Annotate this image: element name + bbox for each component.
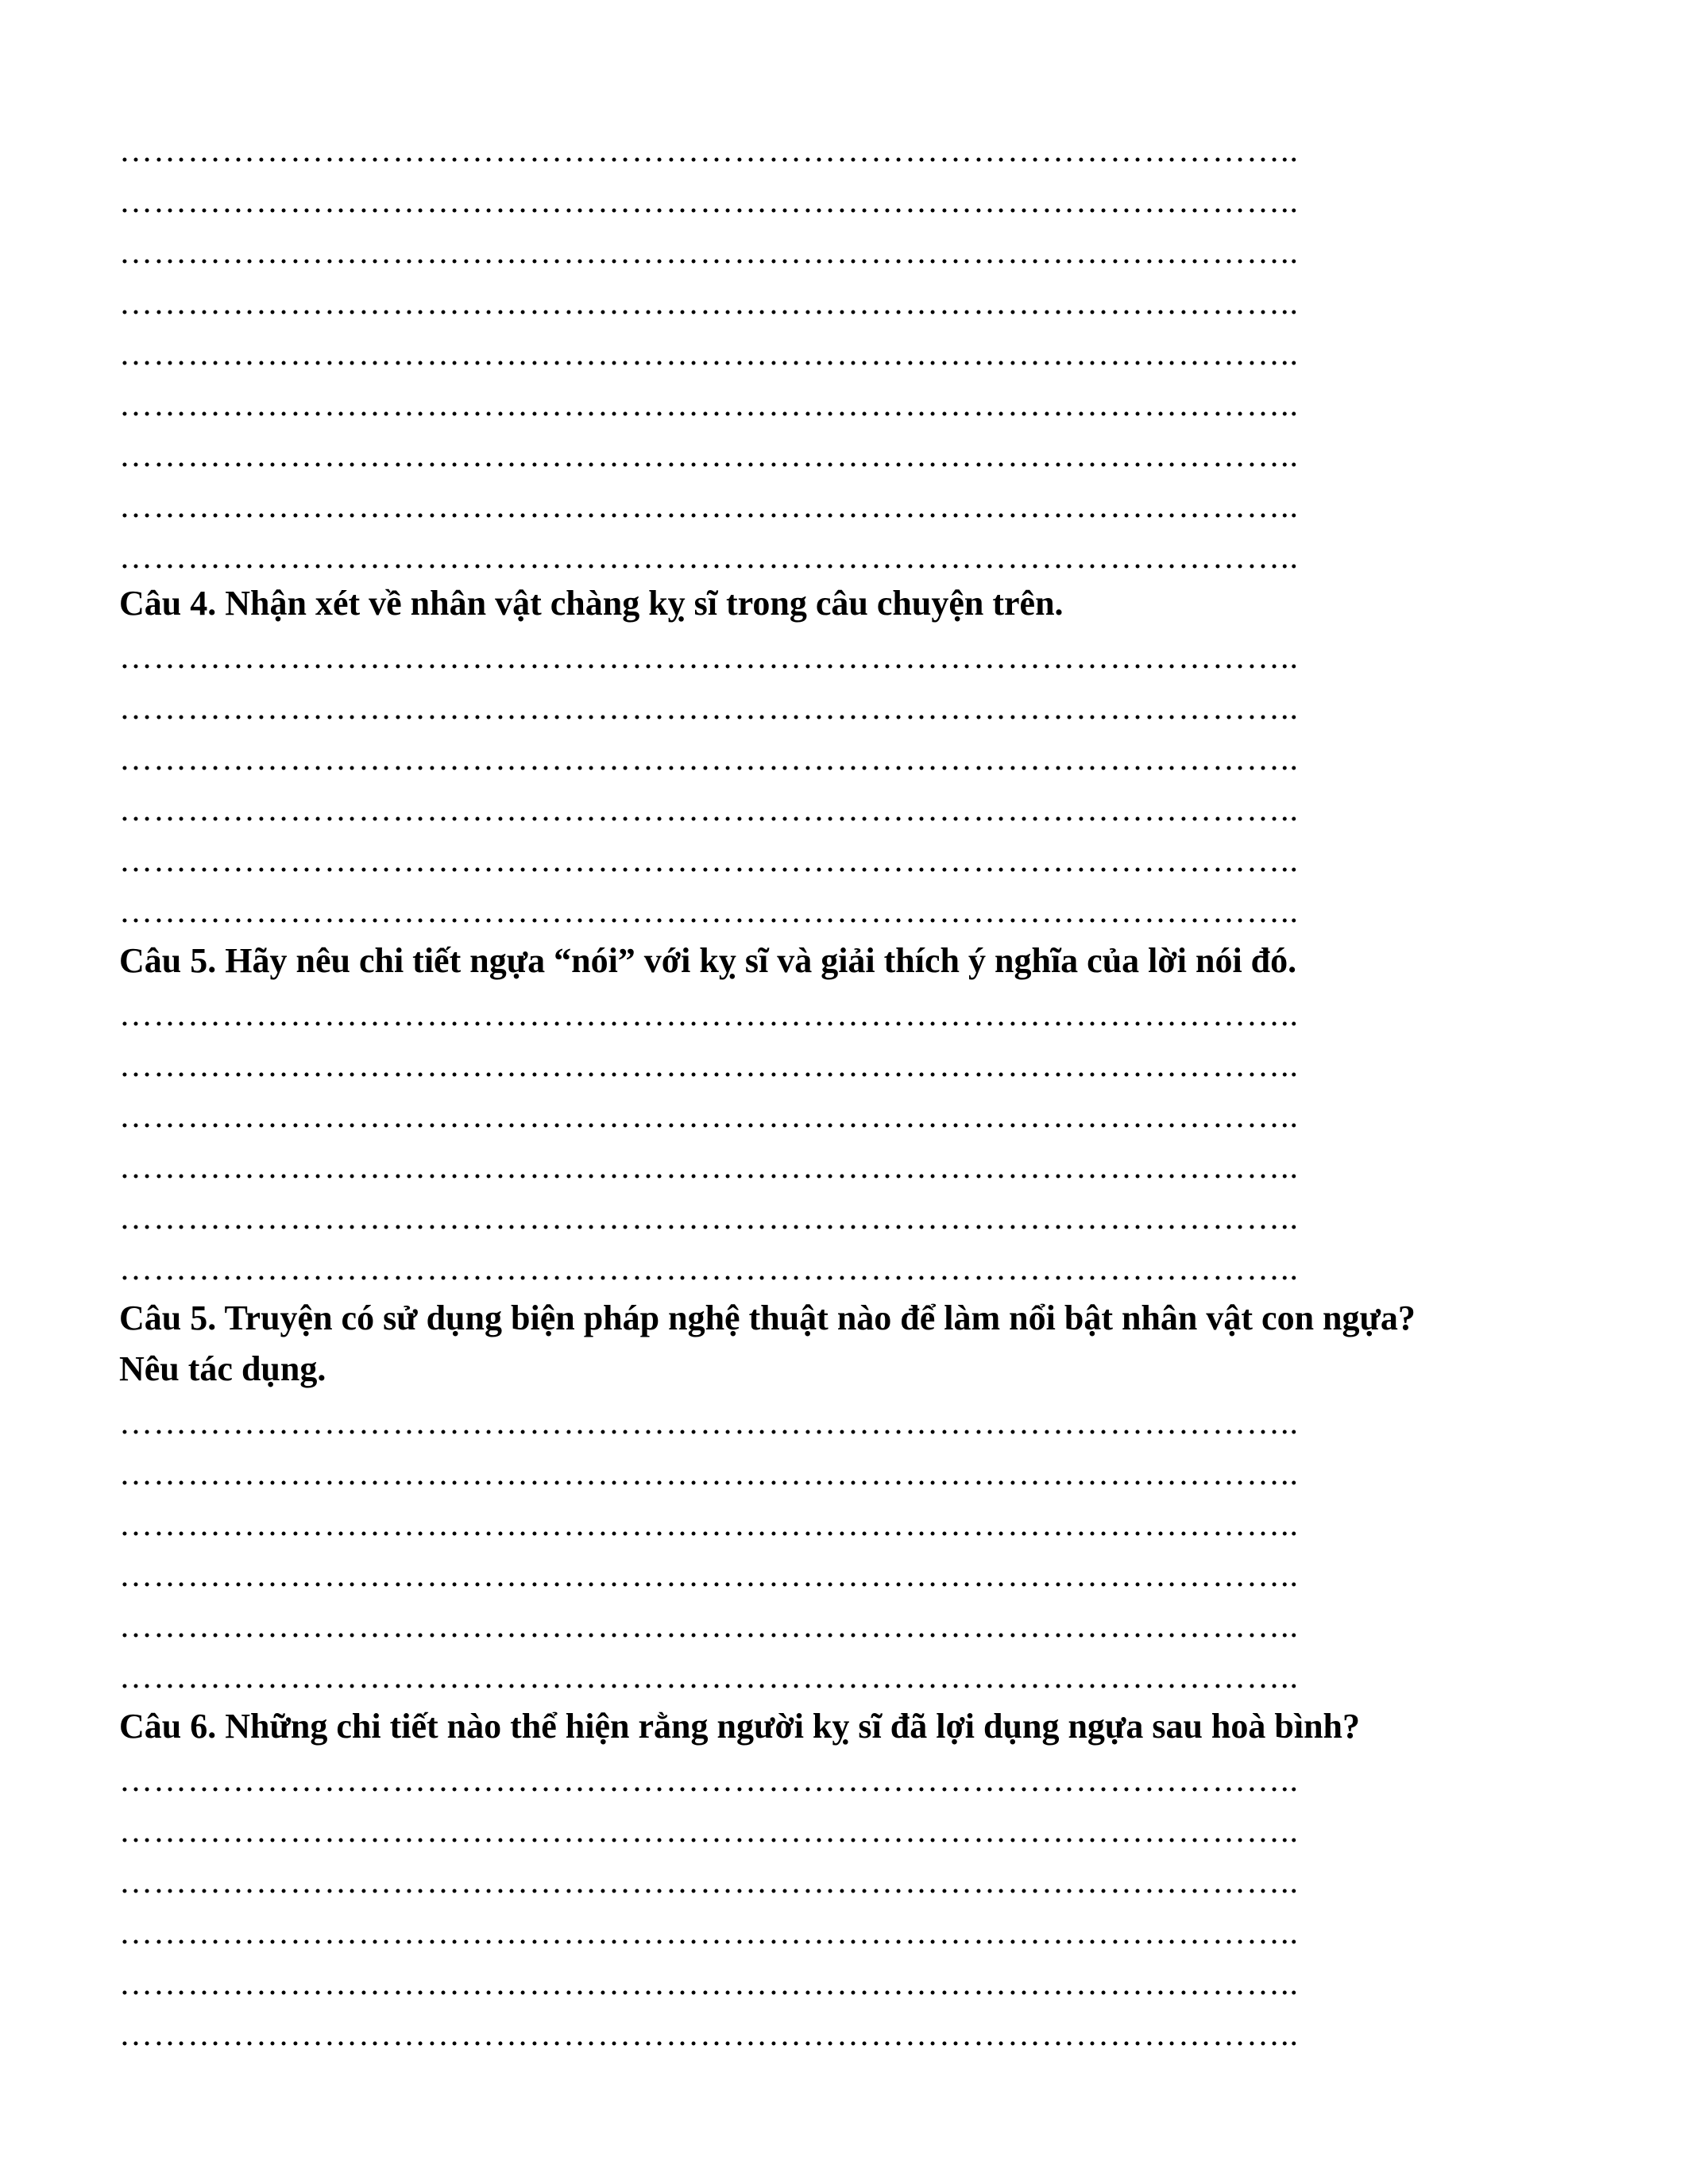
answer-line: ………………………………………………………………………………………….. <box>119 999 1299 1031</box>
answer-line: ………………………………………………………………………………………….. <box>119 2019 1299 2051</box>
answer-line: ………………………………………………………………………………………….. <box>119 542 1299 573</box>
answer-line: ………………………………………………………………………………………….. <box>119 440 1299 472</box>
answer-line: ………………………………………………………………………………………….. <box>119 1611 1299 1642</box>
answer-line: ………………………………………………………………………………………….. <box>119 1661 1299 1693</box>
answer-line: ………………………………………………………………………………………….. <box>119 1509 1299 1541</box>
answer-line: ………………………………………………………………………………………….. <box>119 845 1299 877</box>
answer-line: ………………………………………………………………………………………….. <box>119 1917 1299 1949</box>
answer-line: ………………………………………………………………………………………….. <box>119 135 1299 167</box>
answer-line: ………………………………………………………………………………………….. <box>119 1765 1299 1796</box>
answer-line: ………………………………………………………………………………………….. <box>119 1407 1299 1439</box>
answer-line: ………………………………………………………………………………………….. <box>119 794 1299 826</box>
question-4: Câu 4. Nhận xét về nhân vật chàng kỵ sĩ trong câu chuyện trên. <box>119 584 1064 623</box>
answer-line: ………………………………………………………………………………………….. <box>119 1815 1299 1847</box>
answer-line: ………………………………………………………………………………………….. <box>119 1968 1299 2000</box>
answer-line: ………………………………………………………………………………………….. <box>119 237 1299 268</box>
answer-line: ………………………………………………………………………………………….. <box>119 1458 1299 1490</box>
answer-line: ………………………………………………………………………………………….. <box>119 186 1299 218</box>
answer-line: ………………………………………………………………………………………….. <box>119 896 1299 928</box>
answer-line: ………………………………………………………………………………………….. <box>119 1866 1299 1898</box>
answer-line: ………………………………………………………………………………………….. <box>119 1202 1299 1234</box>
answer-line: ………………………………………………………………………………………….. <box>119 338 1299 370</box>
question-5b-line1: Câu 5. Truyện có sử dụng biện pháp nghệ thuật nào để làm nổi bật nhân vật con ngựa? <box>119 1298 1416 1337</box>
question-5b-line2: Nêu tác dụng. <box>119 1349 326 1388</box>
question-6: Câu 6. Những chi tiết nào thể hiện rằng người kỵ sĩ đã lợi dụng ngựa sau hoà bình? <box>119 1707 1361 1746</box>
answer-line: ………………………………………………………………………………………….. <box>119 287 1299 319</box>
question-5a: Câu 5. Hãy nêu chi tiết ngựa “nói” với kỵ sĩ và giải thích ý nghĩa của lời nói đó. <box>119 941 1297 980</box>
answer-line: ………………………………………………………………………………………….. <box>119 642 1299 673</box>
answer-line: ………………………………………………………………………………………….. <box>119 1560 1299 1592</box>
answer-line: ………………………………………………………………………………………….. <box>119 1050 1299 1082</box>
answer-line: ………………………………………………………………………………………….. <box>119 1101 1299 1133</box>
answer-line: ………………………………………………………………………………………….. <box>119 491 1299 523</box>
answer-line: ………………………………………………………………………………………….. <box>119 1253 1299 1285</box>
answer-line: ………………………………………………………………………………………….. <box>119 743 1299 775</box>
answer-line: ………………………………………………………………………………………….. <box>119 389 1299 421</box>
answer-line: ………………………………………………………………………………………….. <box>119 1152 1299 1183</box>
answer-line: ………………………………………………………………………………………….. <box>119 693 1299 724</box>
